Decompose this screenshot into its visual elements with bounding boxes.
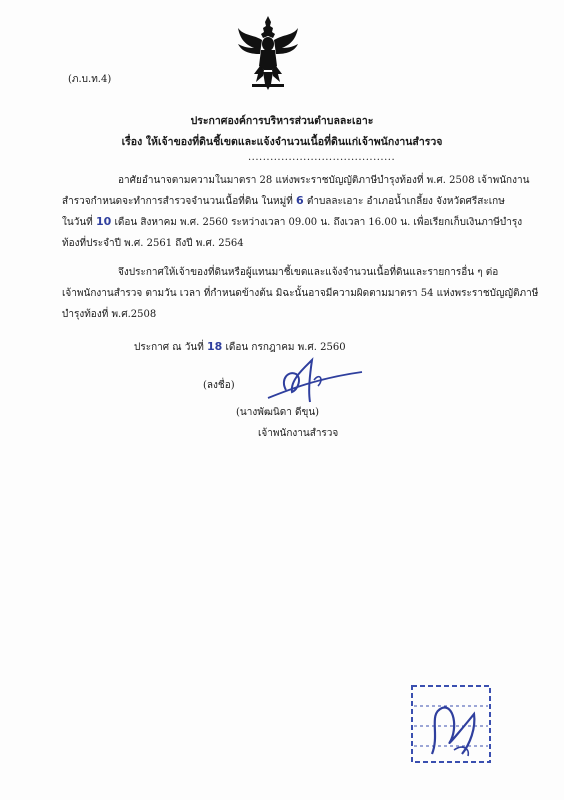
form-code: (ภ.บ.ท.4) bbox=[68, 74, 112, 85]
body-paragraph-1-line-3 bbox=[62, 215, 522, 230]
body-paragraph-2-line-2: เจ้าพนักงานสำรวจ ตามวัน เวลา ที่กำหนดข้างต้น มิฉะนั้นอาจมีความผิดตามมาตรา 54 แห่งพระราชบัญญัติภาษี bbox=[62, 288, 539, 299]
sign-label: (ลงชื่อ) bbox=[203, 380, 235, 391]
body-paragraph-1-line-4: ท้องที่ประจำปี พ.ศ. 2561 ถึงปี พ.ศ. 2564 bbox=[62, 238, 244, 249]
body-paragraph-1-line-2 bbox=[62, 194, 505, 209]
signer-name: (นางพัฒนิดา ดีขุน) bbox=[236, 407, 320, 418]
handwritten-signature bbox=[258, 350, 368, 412]
body-paragraph-1-line-1: อาศัยอำนาจตามความในมาตรา 28 แห่งพระราชบัญญัติภาษีบำรุงท้องที่ พ.ศ. 2508 เจ้าพนักงาน bbox=[118, 175, 530, 186]
handwritten-village-no: 6 bbox=[296, 194, 304, 207]
body-text: ตำบลละเอาะ อำเภอน้ำเกลี้ยง จังหวัดศรีสะเกษ bbox=[303, 196, 505, 207]
signer-position: เจ้าพนักงานสำรวจ bbox=[258, 428, 339, 439]
announcement-subject: เรื่อง ให้เจ้าของที่ดินชี้เขตและแจ้งจำนวนเนื้อที่ดินแก่เจ้าพนักงานสำรวจ bbox=[121, 136, 443, 148]
handwritten-announce-day: 18 bbox=[206, 340, 223, 353]
date-prefix: ประกาศ ณ วันที่ bbox=[134, 342, 207, 353]
received-stamp bbox=[410, 684, 492, 764]
body-text: ในวันที่ bbox=[62, 217, 96, 228]
garuda-emblem-icon bbox=[236, 14, 300, 92]
handwritten-day: 10 bbox=[95, 215, 112, 228]
body-paragraph-2-line-1: จึงประกาศให้เจ้าของที่ดินหรือผู้แทนมาชี้เขตและแจ้งจำนวนเนื้อที่ดินและรายการอื่น ๆ ต่อ bbox=[118, 267, 499, 278]
date-suffix: เดือน กรกฎาคม พ.ศ. 2560 bbox=[222, 342, 346, 353]
title-divider-dots: ........................................ bbox=[248, 152, 396, 163]
body-text: สำรวจกำหนดจะทำการสำรวจจำนวนเนื้อที่ดิน ในหมู่ที่ bbox=[62, 196, 296, 207]
body-text: เดือน สิงหาคม พ.ศ. 2560 ระหว่างเวลา 09.00 น. ถึงเวลา 16.00 น. เพื่อเรียกเก็บเงินภาษีบำรุง bbox=[111, 217, 523, 228]
announcement-title: ประกาศองค์การบริหารส่วนตำบลละเอาะ bbox=[190, 115, 374, 127]
body-paragraph-2-line-3: บำรุงท้องที่ พ.ศ.2508 bbox=[62, 309, 157, 320]
